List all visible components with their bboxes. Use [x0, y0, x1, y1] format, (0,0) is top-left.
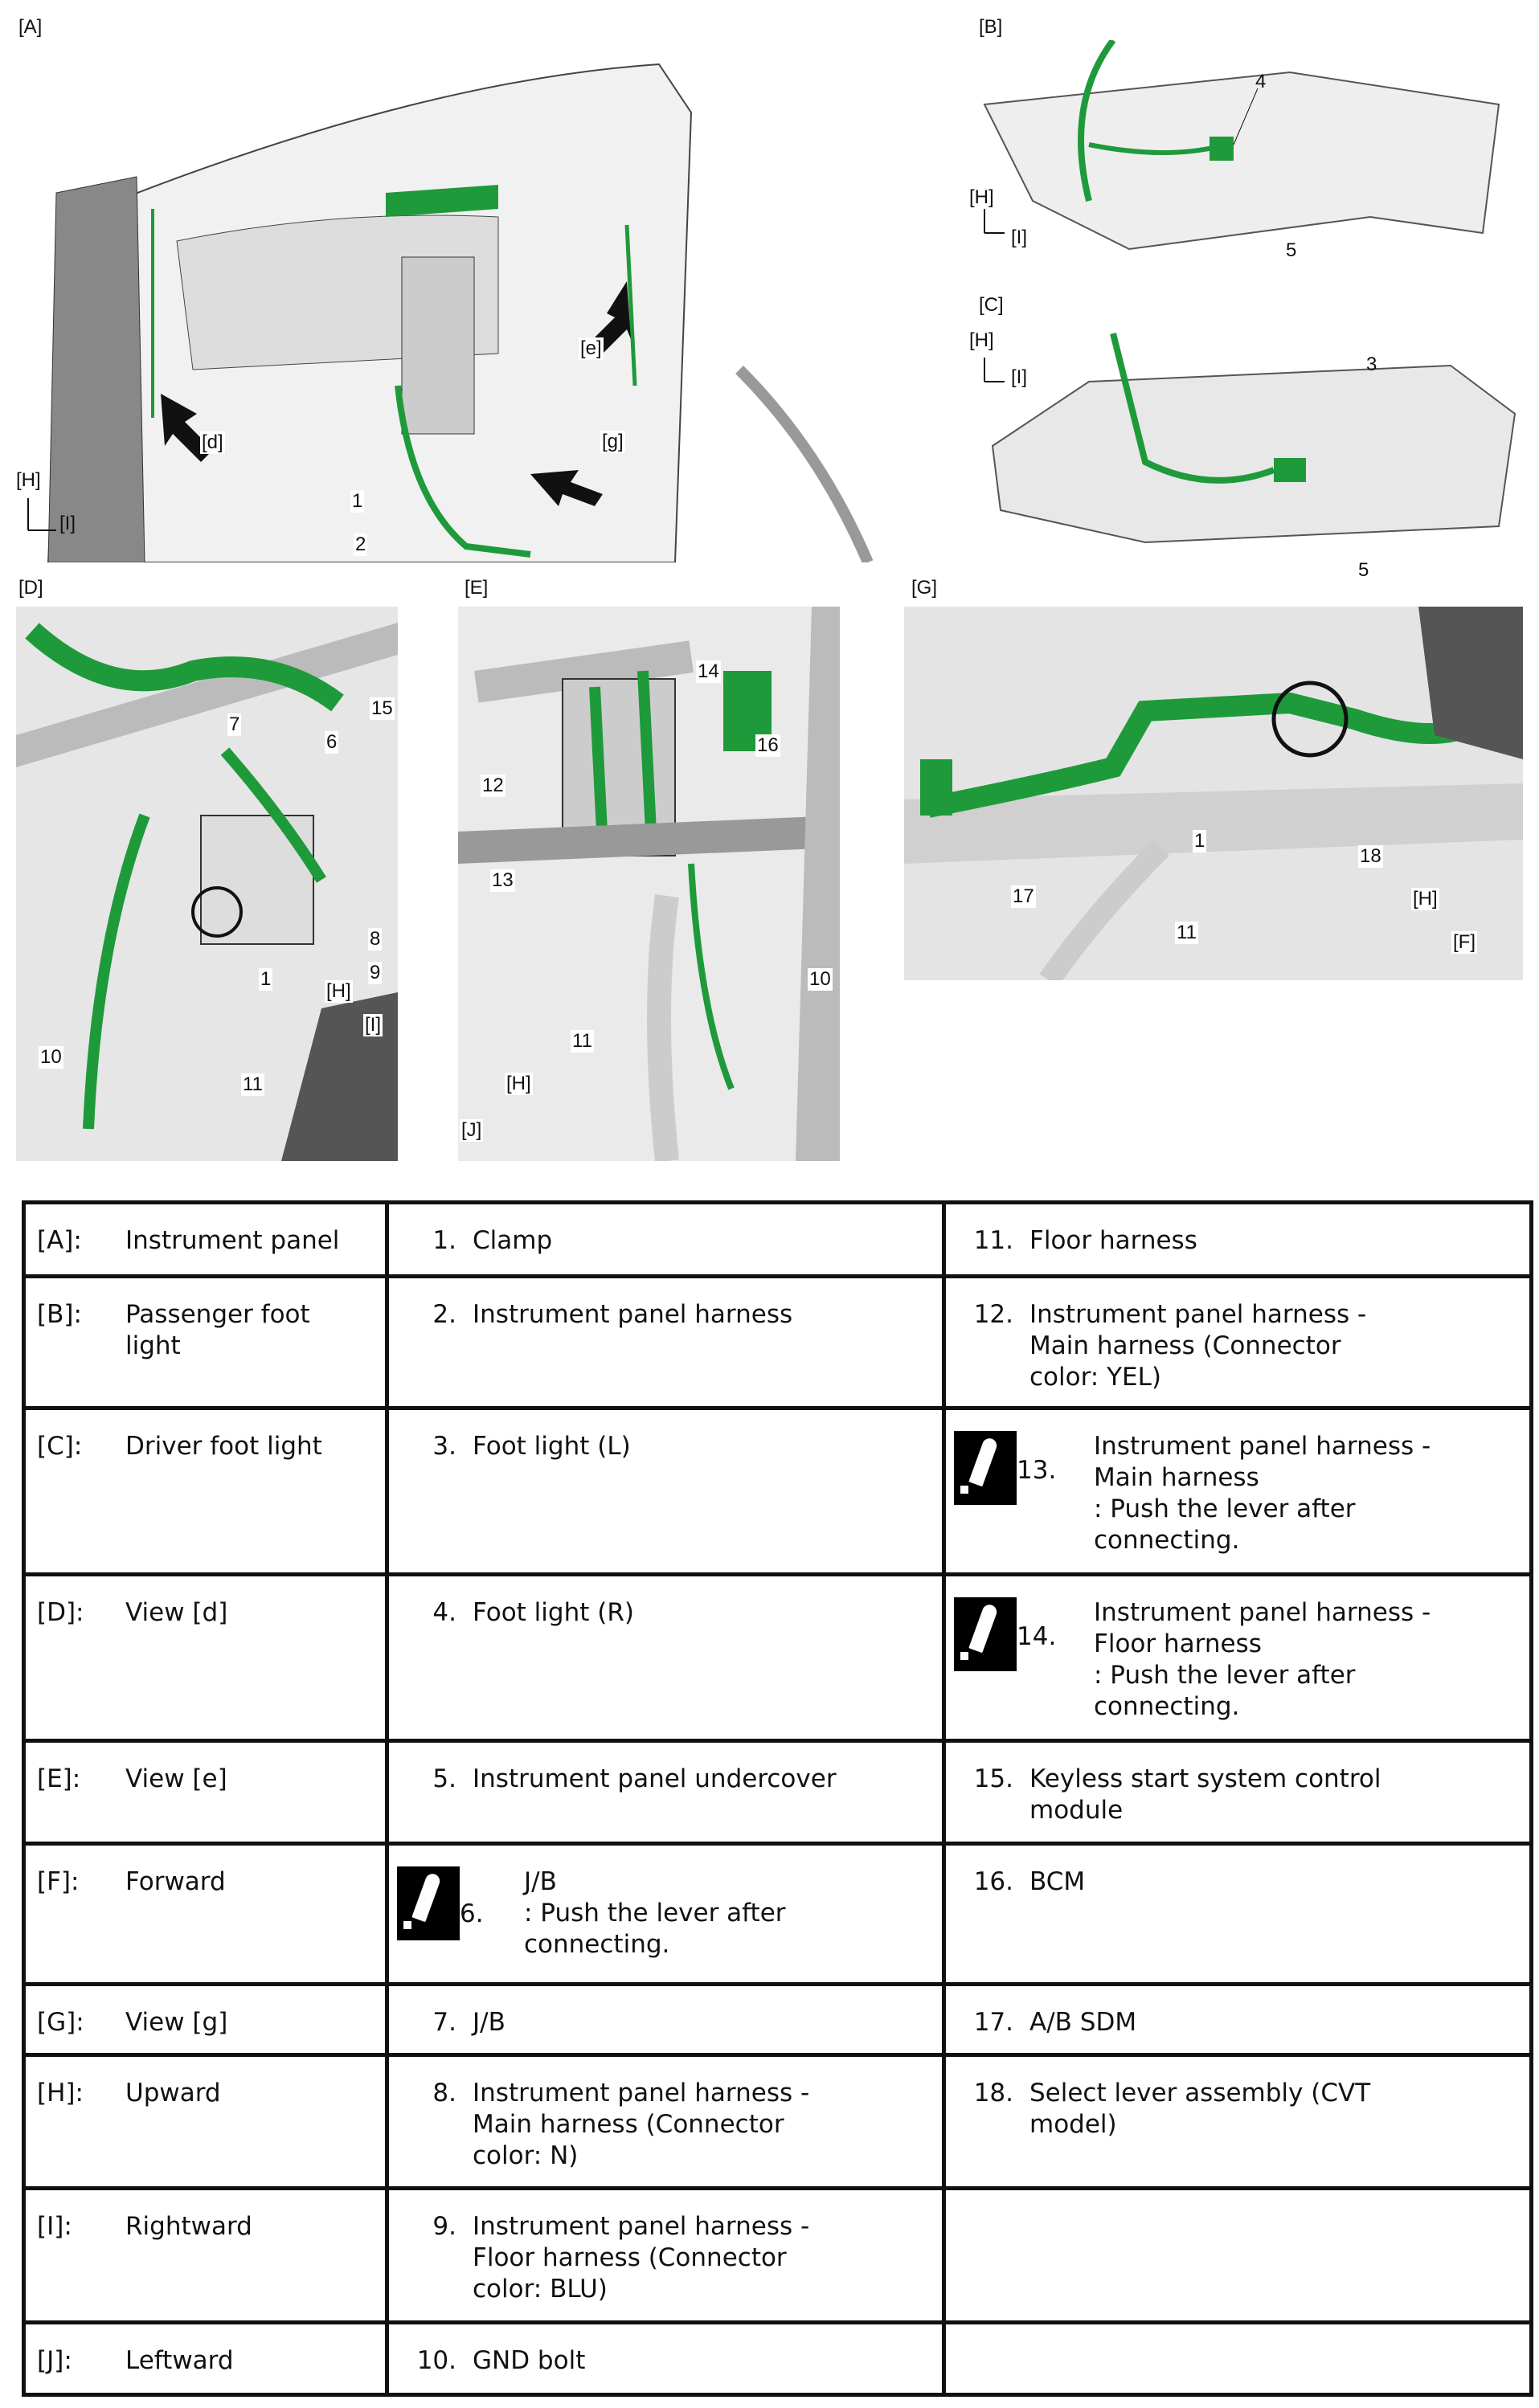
item-description	[473, 1299, 858, 1331]
item-name: J/B	[524, 1867, 557, 1896]
legend-cell	[24, 2055, 387, 2189]
item-description	[125, 2007, 358, 2038]
legend-cell	[24, 1408, 387, 1575]
item-description	[1094, 1431, 1471, 1556]
view-g-label: [G]	[911, 577, 938, 599]
item-number: 16.	[973, 1867, 1013, 1896]
legend-cell	[24, 1575, 387, 1741]
item-name: Passenger foot light	[125, 1300, 310, 1360]
callout-3: 3	[1366, 354, 1377, 375]
item-description	[125, 2345, 358, 2377]
legend-cell	[944, 2189, 1532, 2323]
item-name: View [g]	[125, 2008, 228, 2037]
item-name: View [e]	[125, 1764, 227, 1793]
legend-cell	[24, 1741, 387, 1844]
callout-11: 11	[243, 1073, 263, 1095]
item-name: Rightward	[125, 2212, 252, 2241]
item-description	[125, 1866, 358, 1898]
view-key: [J]:	[37, 2346, 72, 2375]
callout-9: 9	[370, 962, 381, 983]
legend-cell	[24, 1203, 387, 1277]
lever-caution-icon	[954, 1597, 1017, 1671]
legend-row	[24, 1408, 1532, 1575]
callout-16: 16	[757, 734, 779, 756]
item-name: Keyless start system control module	[1029, 1764, 1381, 1825]
callout-5: 5	[1358, 559, 1369, 581]
axis-forward-label: [F]	[1453, 931, 1476, 953]
item-name: Instrument panel harness - Main harness (Connector color: YEL)	[1029, 1300, 1367, 1392]
item-description	[125, 1764, 358, 1795]
item-name: Instrument panel harness	[473, 1300, 793, 1329]
item-name: Driver foot light	[125, 1432, 322, 1461]
legend-table	[22, 1200, 1533, 2397]
item-description	[473, 2345, 858, 2377]
lever-caution-icon	[954, 1431, 1017, 1505]
callout-13: 13	[492, 869, 514, 891]
item-description	[1029, 2007, 1407, 2038]
item-number: 14.	[1017, 1622, 1057, 1651]
view-d-label: [D]	[18, 577, 43, 599]
legend-cell	[387, 2189, 944, 2323]
item-name: GND bolt	[473, 2346, 586, 2375]
item-description	[125, 1299, 358, 1362]
view-g-drawing	[904, 607, 1523, 980]
item-name: A/B SDM	[1029, 2008, 1137, 2037]
legend-row	[24, 1985, 1532, 2055]
view-key: [D]:	[37, 1598, 84, 1627]
callout-6: 6	[326, 731, 338, 753]
view-e-label: [E]	[465, 577, 489, 599]
legend-row	[24, 1741, 1532, 1844]
item-description	[473, 1225, 858, 1257]
item-description	[1029, 1866, 1407, 1898]
legend-cell	[944, 1203, 1532, 1277]
lever-caution-icon	[397, 1866, 460, 1940]
view-key: [C]:	[37, 1432, 83, 1461]
item-number: 1.	[432, 1226, 456, 1255]
item-description	[1094, 1597, 1471, 1723]
item-name: Forward	[125, 1867, 226, 1896]
axis-upward-label: [H]	[16, 469, 41, 491]
item-name: J/B	[473, 2008, 505, 2037]
item-number: 11.	[973, 1226, 1013, 1255]
item-number: 18.	[973, 2079, 1013, 2108]
item-name: Floor harness	[1029, 1226, 1197, 1255]
view-c-label: [C]	[979, 294, 1004, 316]
legend-cell	[24, 2323, 387, 2395]
item-name: Leftward	[125, 2346, 234, 2375]
legend-cell	[387, 1741, 944, 1844]
view-g-illustration	[904, 607, 1523, 980]
callout-17: 17	[1013, 885, 1034, 907]
axis-rightward-label: [I]	[1011, 366, 1028, 388]
item-number: 13.	[1017, 1456, 1057, 1485]
callout-11: 11	[572, 1030, 592, 1052]
view-d-illustration	[16, 607, 398, 1161]
legend-cell	[944, 1575, 1532, 1741]
view-key: [F]:	[37, 1867, 80, 1896]
legend-row	[24, 1203, 1532, 1277]
callout-2: 2	[355, 534, 366, 555]
legend-cell	[24, 2189, 387, 2323]
axis-upward-label: [H]	[1413, 888, 1438, 910]
legend-row	[24, 2189, 1532, 2323]
item-number: 6.	[460, 1899, 484, 1928]
item-number: 3.	[432, 1432, 456, 1461]
legend-row	[24, 2055, 1532, 2189]
callout-10: 10	[809, 968, 831, 990]
legend-row	[24, 1844, 1532, 1985]
item-description	[473, 2211, 858, 2305]
item-description	[1029, 1225, 1407, 1257]
view-key: [I]:	[37, 2212, 72, 2241]
legend-cell	[387, 1203, 944, 1277]
axis-upward-label: [H]	[326, 980, 351, 1002]
callout-8: 8	[370, 928, 381, 950]
item-name: Instrument panel undercover	[473, 1764, 837, 1793]
item-name: BCM	[1029, 1867, 1086, 1896]
item-description	[125, 1431, 358, 1462]
legend-cell	[944, 1844, 1532, 1985]
callout-1: 1	[1194, 830, 1205, 852]
item-number: 9.	[432, 2212, 456, 2241]
item-name: Instrument panel harness - Floor harness (Connector color: BLU)	[473, 2212, 810, 2304]
callout-1: 1	[352, 490, 363, 512]
item-name: Clamp	[473, 1226, 553, 1255]
item-description	[473, 1431, 858, 1462]
item-number: 10.	[416, 2346, 456, 2375]
view-key: [A]:	[37, 1226, 82, 1255]
callout-15: 15	[371, 697, 393, 719]
item-name: Foot light (R)	[473, 1598, 634, 1627]
item-name: Instrument panel harness - Main harness	[1094, 1432, 1431, 1492]
legend-row	[24, 1575, 1532, 1741]
legend-cell	[944, 1985, 1532, 2055]
view-d-pointer-label: [d]	[202, 431, 223, 453]
legend-cell	[24, 1277, 387, 1408]
axis-rightward-label: [I]	[1011, 227, 1028, 248]
legend-cell	[387, 1408, 944, 1575]
item-name: Upward	[125, 2079, 221, 2108]
view-g-pointer-label: [g]	[602, 431, 624, 452]
item-description	[1029, 2078, 1407, 2140]
legend-row	[24, 1277, 1532, 1408]
item-description	[524, 1866, 910, 1960]
axis-rightward-label: [I]	[365, 1014, 382, 1036]
legend-cell	[387, 1575, 944, 1741]
undercover-drawing	[968, 40, 1531, 281]
view-a-label: [A]	[18, 16, 43, 38]
callout-11: 11	[1177, 922, 1197, 943]
callout-4: 4	[1255, 71, 1267, 92]
legend-cell	[944, 1741, 1532, 1844]
item-description	[1029, 1299, 1407, 1393]
legend-cell	[944, 1277, 1532, 1408]
item-number: 4.	[432, 1598, 456, 1627]
view-d-drawing	[16, 607, 398, 1161]
legend-cell	[387, 2055, 944, 2189]
view-a-instrument-panel-illustration	[16, 48, 876, 562]
undercover-drawing	[968, 317, 1531, 566]
item-description	[473, 2078, 858, 2172]
view-e-pointer-label: [e]	[580, 337, 602, 359]
item-number: 8.	[432, 2079, 456, 2108]
item-note: : Push the lever after connecting.	[1094, 1661, 1356, 1721]
item-number: 7.	[432, 2008, 456, 2037]
callout-14: 14	[698, 660, 719, 682]
view-key: [B]:	[37, 1300, 82, 1329]
callout-12: 12	[482, 775, 504, 796]
view-c-driver-foot-light-illustration	[968, 317, 1531, 566]
legend-cell	[944, 2323, 1532, 2395]
axis-leftward-label: [J]	[461, 1119, 482, 1141]
axis-upward-label: [H]	[506, 1073, 531, 1094]
legend-cell	[387, 1985, 944, 2055]
item-number: 2.	[432, 1300, 456, 1329]
view-key: [E]:	[37, 1764, 81, 1793]
item-description	[1029, 1764, 1407, 1826]
callout-5: 5	[1286, 239, 1297, 261]
item-number: 17.	[973, 2008, 1013, 2037]
legend-cell	[387, 2323, 944, 2395]
legend-cell	[24, 1844, 387, 1985]
axis-upward-label: [H]	[969, 186, 994, 208]
legend-cell	[387, 1277, 944, 1408]
item-description	[125, 1225, 358, 1257]
item-name: Instrument panel	[125, 1226, 340, 1255]
legend-row	[24, 2323, 1532, 2395]
item-note: : Push the lever after connecting.	[1094, 1494, 1356, 1555]
item-name: Select lever assembly (CVT model)	[1029, 2079, 1371, 2139]
legend-cell	[944, 2055, 1532, 2189]
view-b-label: [B]	[979, 16, 1003, 38]
callout-7: 7	[229, 713, 240, 735]
item-number: 15.	[973, 1764, 1013, 1793]
callout-1: 1	[260, 968, 272, 990]
view-key: [H]:	[37, 2079, 84, 2108]
axis-upward-label: [H]	[969, 329, 994, 351]
item-description	[473, 2007, 858, 2038]
view-b-passenger-foot-light-illustration	[968, 40, 1531, 281]
item-number: 12.	[973, 1300, 1013, 1329]
legend-cell	[24, 1985, 387, 2055]
callout-18: 18	[1360, 845, 1381, 867]
item-note: : Push the lever after connecting.	[524, 1899, 786, 1959]
callout-10: 10	[40, 1046, 62, 1068]
item-description	[125, 1597, 358, 1629]
legend-cell	[387, 1844, 944, 1985]
view-key: [G]:	[37, 2008, 84, 2037]
item-description	[473, 1597, 858, 1629]
item-name: Instrument panel harness - Floor harness	[1094, 1598, 1431, 1658]
axis-rightward-label: [I]	[59, 513, 76, 534]
item-description	[125, 2211, 358, 2242]
item-description	[473, 1764, 858, 1795]
legend-cell	[944, 1408, 1532, 1575]
item-name: Foot light (L)	[473, 1432, 631, 1461]
instrument-panel-drawing	[16, 48, 876, 562]
item-name: Instrument panel harness - Main harness (Connector color: N)	[473, 2079, 810, 2170]
item-description	[125, 2078, 358, 2109]
item-name: View [d]	[125, 1598, 228, 1627]
item-number: 5.	[432, 1764, 456, 1793]
